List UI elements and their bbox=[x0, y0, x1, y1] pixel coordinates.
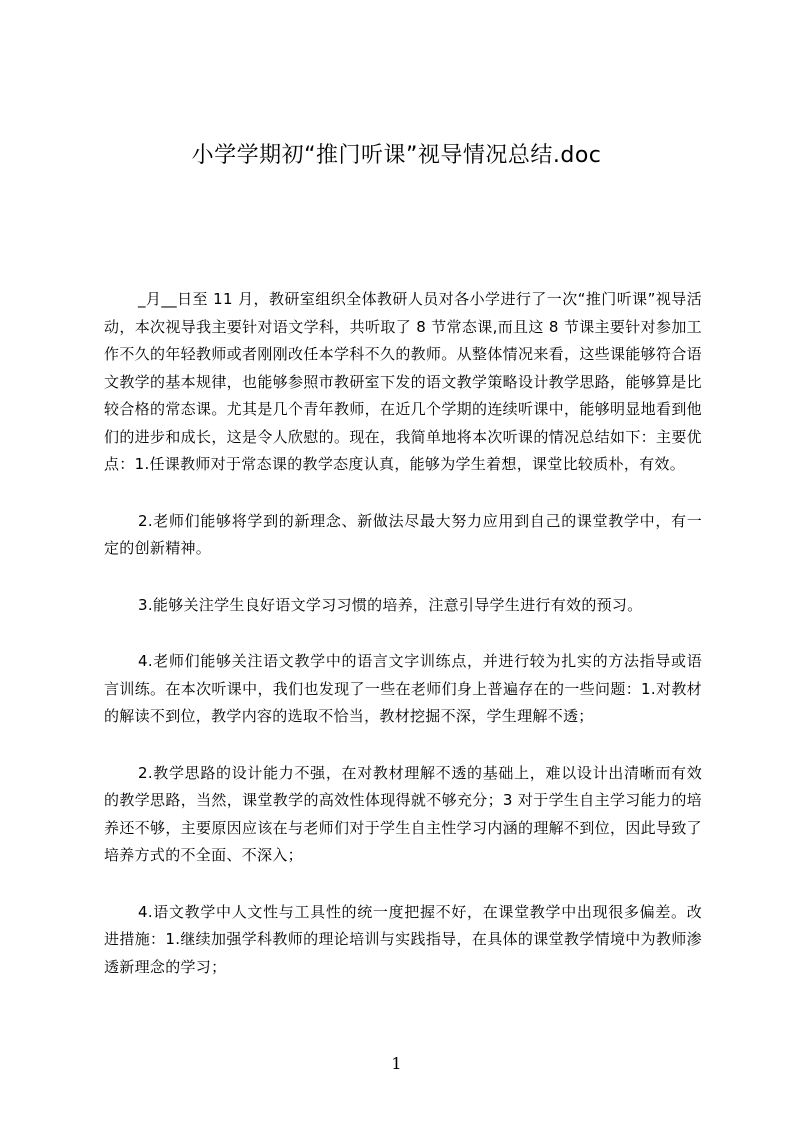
paragraph-5: 2.教学思路的设计能力不强，在对教材理解不透的基础上，难以设计出清晰而有效的教学思路，当然，课堂教学的高效性体现得就不够充分；3 对于学生自主学习能力的培养还不够，主要原因应该在与老师们对于学生自主性学习内涵的理解不到位，因此导致了培养方式的不全面、不深入； bbox=[104, 763, 702, 864]
paragraph-3: 3.能够关注学生良好语文学习习惯的培养，注意引导学生进行有效的预习。 bbox=[138, 595, 643, 614]
paragraph-1: _月__日至 11 月，教研室组织全体教研人员对各小学进行了一次“推门听课”视导活动，本次视导我主要针对语文学科，共听取了 8 节常态课,而且这 8 节课主要针对参加工作不久的年轻教师或者刚刚改任本学科不久的教师。从整体情况来看，这些课能够符合语文教学的基本规律，也能够参照市教研室下发的语文教学策略设计教学思路，能够算是比较合格的常态课。尤其是几个青年教师，在近几个学期的连续听课中，能够明显地看到他们的进步和成长，这是令人欣慰的。现在，我简单地将本次听课的情况总结如下：主要优点：1.任课教师对于常态课的教学态度认真，能够为学生着想，课堂比较质朴，有效。 bbox=[104, 290, 702, 473]
paragraph-2: 2.老师们能够将学到的新理念、新做法尽最大努力应用到自己的课堂教学中，有一定的创新精神。 bbox=[104, 511, 702, 557]
document-body bbox=[104, 286, 702, 1010]
page-number: 1 bbox=[391, 1054, 402, 1073]
paragraph-4: 4.老师们能够关注语文教学中的语言文字训练点，并进行较为扎实的方法指导或语言训练。在本次听课中，我们也发现了一些在老师们身上普遍存在的一些问题：1.对教材的解读不到位，教学内容的选取不恰当，教材挖掘不深，学生理解不透； bbox=[104, 652, 702, 725]
document-title: 小学学期初“推门听课”视导情况总结.doc bbox=[191, 143, 602, 168]
paragraph-6: 4.语文教学中人文性与工具性的统一度把握不好，在课堂教学中出现很多偏差。改进措施：1.继续加强学科教师的理论培训与实践指导，在具体的课堂教学情境中为教师渗透新理念的学习； bbox=[104, 902, 702, 976]
